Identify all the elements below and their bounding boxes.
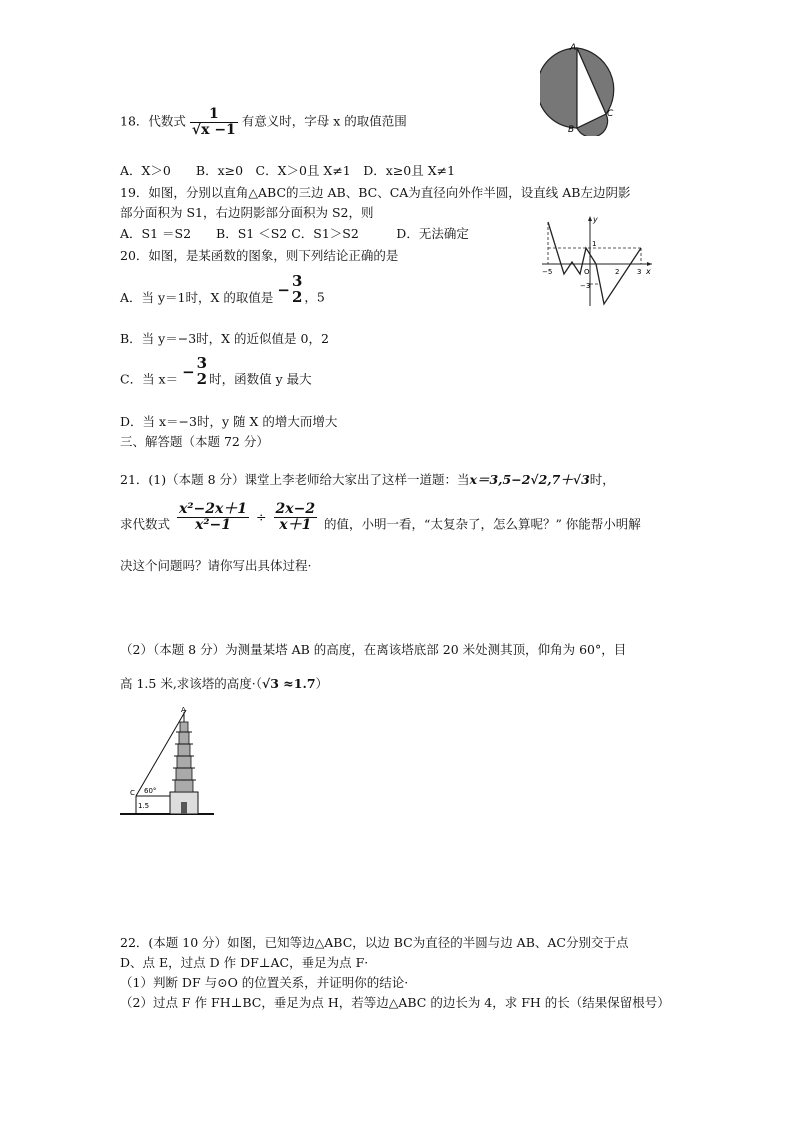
q20-option-c: [120, 356, 312, 388]
q20-option-d: D．当 x＝−3时，y 随 X 的增大而增大: [120, 414, 338, 429]
q20-a-minus: −: [277, 280, 290, 299]
q22-line3: （1）判断 DF 与⊙O 的位置关系，并证明你的结论·: [120, 975, 409, 990]
q21-part1-line2: [120, 502, 641, 532]
q21-part2-suffix: ）: [315, 676, 329, 691]
q20-option-a: [120, 274, 325, 306]
tower-figure: [118, 704, 218, 820]
q18-frac-den: √x −1: [191, 121, 236, 138]
q21-part2-line2: [120, 674, 328, 692]
function-graph: [538, 212, 656, 308]
q19-line2: 部分面积为 S1，右边阴影部分面积为 S2，则: [120, 205, 374, 220]
q18-options: A．X＞0 B．x≥0 C．X＞0且 X≠1 D．x≥0且 X≠1: [120, 163, 456, 178]
graph-origin: O: [584, 268, 590, 276]
q21-part1-line3: 决这个问题吗？请你写出具体过程·: [120, 558, 312, 573]
q20-c-fraction: [195, 356, 209, 388]
q18-suffix: 有意义时，字母 x 的取值范围: [241, 113, 407, 129]
graph-neg5: −5: [542, 268, 553, 276]
q20-stem: 20．如图，是某函数的图象，则下列结论正确的是: [120, 248, 399, 263]
q22-line4: （2）过点 F 作 FH⊥BC，垂足为点 H，若等边△ABC 的边长为 4，求 FH 的长（结果保留根号）: [120, 995, 670, 1010]
tower-label-c: C: [130, 789, 135, 797]
graph-y-label: y: [593, 215, 598, 224]
graph-x-label: x: [646, 267, 651, 276]
tower-label-a: A: [181, 706, 186, 714]
q20-a-frac-num: 3: [291, 272, 303, 290]
q22-line2: D、点 E，过点 D 作 DF⊥AC，垂足为点 F·: [120, 955, 369, 970]
q20-c-prefix: C．当 x＝: [120, 371, 179, 387]
q21-part1-prefix: 21．(1)（本题 8 分）课堂上李老师给大家出了这样一道题：当: [120, 472, 470, 487]
q18-prefix: 18．代数式: [120, 113, 186, 129]
q18-line: [120, 107, 407, 137]
graph-three: 3: [637, 268, 642, 276]
q21-part1-expr: x＝3,5−2√2,7＋√3: [469, 472, 590, 487]
q20-c-frac-num: 3: [196, 354, 208, 372]
q21-part2-approx: √3 ≈1.7: [262, 676, 316, 691]
q21-part2-line1: （2）（本题 8 分）为测量某塔 AB 的高度，在离该塔底部 20 米处测其顶，仰角为 60°，目: [120, 642, 627, 657]
q19-options: A．S1 ＝S2 B．S1 ＜S2 C．S1＞S2 D．无法确定: [120, 226, 469, 241]
q20-c-suffix: 时，函数值 y 最大: [209, 371, 312, 387]
q21-div: ÷: [256, 509, 267, 525]
q20-a-suffix: ，5: [304, 289, 325, 305]
q20-c-frac-den: 2: [196, 369, 208, 388]
q21-part1-line1: [120, 470, 615, 488]
graph-two: 2: [615, 268, 620, 276]
section-heading: 三、解答题（本题 72 分）: [120, 434, 269, 449]
q21-part2-prefix: 高 1.5 米,求该塔的高度·（: [120, 676, 263, 691]
q21-f1-den: x²−1: [195, 516, 231, 533]
q20-a-prefix: A．当 y＝1时，X 的取值是: [120, 289, 274, 305]
tower-height: 1.5: [138, 802, 150, 810]
label-c: C: [607, 109, 614, 119]
q21-part1-suffix: 时，: [589, 472, 615, 487]
q21-f2-num: 2x−2: [275, 501, 316, 517]
q21-fraction-1: [177, 502, 249, 532]
q20-a-fraction: [290, 274, 304, 306]
tower-angle: 60°: [144, 787, 157, 795]
semicircle-figure: [540, 40, 626, 136]
q20-a-frac-den: 2: [291, 287, 303, 306]
q21-f2-den: x＋1: [279, 516, 312, 533]
q19-line1: 19．如图，分别以直角△ABC的三边 AB、BC、CA为直径向外作半圆，设直线 AB左边阴影: [120, 185, 631, 200]
graph-one: 1: [592, 240, 597, 248]
graph-neg3: −3: [580, 282, 591, 290]
label-a: A: [570, 43, 577, 53]
q18-fraction: [190, 107, 238, 137]
q21-line2-suffix: 的值，小明一看，“太复杂了，怎么算呢？” 你能帮小明解: [324, 516, 641, 532]
q21-fraction-2: [274, 502, 318, 532]
q21-f1-num: x²−2x＋1: [179, 501, 248, 517]
q20-c-minus: −: [182, 362, 195, 381]
q18-frac-num: 1: [190, 107, 238, 123]
q20-option-b: B．当 y＝−3时，X 的近似值是 0，2: [120, 331, 329, 346]
q22-line1: 22．(本题 10 分）如图，已知等边△ABC，以边 BC为直径的半圆与边 AB、AC分别交于点: [120, 935, 629, 950]
q21-line2-prefix: 求代数式: [120, 516, 171, 532]
label-b: B: [568, 125, 575, 135]
